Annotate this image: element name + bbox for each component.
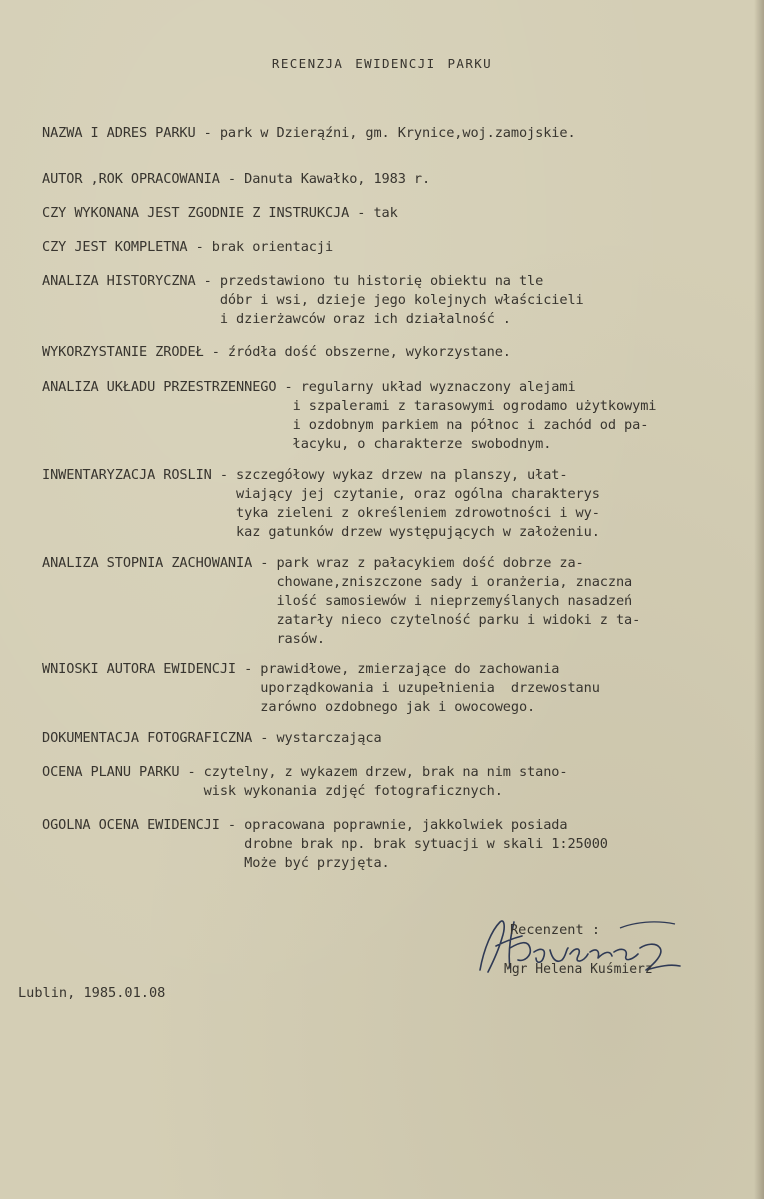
entry-line: ANALIZA UKŁADU PRZESTRZENNEGO - regularny układ wyznaczony alejami [42,379,576,395]
entry-line: drobne brak np. brak sytuacji w skali 1:25000 [42,836,608,852]
entry-completeness [42,238,752,257]
signature-block [470,908,730,988]
entry-line: AUTOR ,ROK OPRACOWANIA - Danuta Kawałko, 1983 r. [42,171,431,187]
entry-line: ilość samosiewów i nieprzemyślanych nasadzeń [42,593,633,609]
entry-line: wisk wykonania zdjęć fotograficznych. [42,783,503,799]
entry-line: i dzierżawców oraz ich działalność . [42,311,511,327]
entry-line: chowane,zniszczone sady i oranżeria, znaczna [42,574,633,590]
entry-line: i ozdobnym parkiem na północ i zachód od pa- [42,417,649,433]
entry-line: uporządkowania i uzupełnienia drzewostanu [42,680,600,696]
document-title: RECENZJA EWIDENCJI PARKU [271,56,493,71]
entry-line: ANALIZA STOPNIA ZACHOWANIA - park wraz z pałacykiem dość dobrze za- [42,555,584,571]
entry-line: i szpalerami z tarasowymi ogrodamo użytkowymi [42,398,657,414]
entry-line: zarówno ozdobnego jak i owocowego. [42,699,536,715]
reviewer-label: Recenzent : [510,922,601,938]
entry-line: kaz gatunków drzew występujących w założeniu. [42,524,600,540]
entry-line: OCENA PLANU PARKU - czytelny, z wykazem drzew, brak na nim stano- [42,764,568,780]
entry-line: CZY JEST KOMPLETNA - brak orientacji [42,239,334,255]
entry-line: dóbr i wsi, dzieje jego kolejnych właścicieli [42,292,584,308]
entry-line: zatarły nieco czytelność parku i widoki z ta- [42,612,641,628]
entry-preservation-analysis [42,554,752,649]
entry-plant-inventory [42,466,752,542]
entry-line: CZY WYKONANA JEST ZGODNIE Z INSTRUKCJA - tak [42,205,398,221]
reviewer-name: Mgr Helena Kuśmierz [504,962,653,977]
signature-flourish [620,922,675,928]
entry-line: DOKUMENTACJA FOTOGRAFICZNA - wystarczająca [42,730,382,746]
entry-line: wiający jej czytanie, oraz ogólna charakterys [42,486,600,502]
entry-line: Może być przyjęta. [42,855,390,871]
entry-photo-documentation [42,729,752,748]
entry-line: WYKORZYSTANIE ZRODEŁ - źródła dość obszerne, wykorzystane. [42,344,511,360]
page-edge-shadow [754,0,764,1199]
entry-author-conclusions [42,660,752,717]
entry-author-year [42,170,752,189]
entry-general-assessment [42,816,752,873]
entry-line: OGOLNA OCENA EWIDENCJI - opracowana poprawnie, jakkolwiek posiada [42,817,568,833]
entry-line: INWENTARYZACJA ROSLIN - szczegółowy wykaz drzew na planszy, ułat- [42,467,568,483]
entry-line: rasów. [42,631,325,647]
entry-line: NAZWA I ADRES PARKU - park w Dzierąźni, gm. Krynice,woj.zamojskie. [42,125,576,141]
entry-line: WNIOSKI AUTORA EWIDENCJI - prawidłowe, zmierzające do zachowania [42,661,560,677]
entry-historical-analysis [42,272,752,329]
entry-line: tyka zieleni z określeniem zdrowotności i wy- [42,505,600,521]
entry-instruction-compliance [42,204,752,223]
entry-park-name-address [42,124,752,143]
entry-spatial-analysis [42,378,752,454]
entry-line: ANALIZA HISTORYCZNA - przedstawiono tu historię obiektu na tle [42,273,544,289]
entry-sources-usage [42,343,752,362]
place-and-date: Lublin, 1985.01.08 [18,985,166,1001]
entry-line: łacyku, o charakterze swobodnym. [42,436,552,452]
entry-park-plan-assessment [42,763,752,801]
